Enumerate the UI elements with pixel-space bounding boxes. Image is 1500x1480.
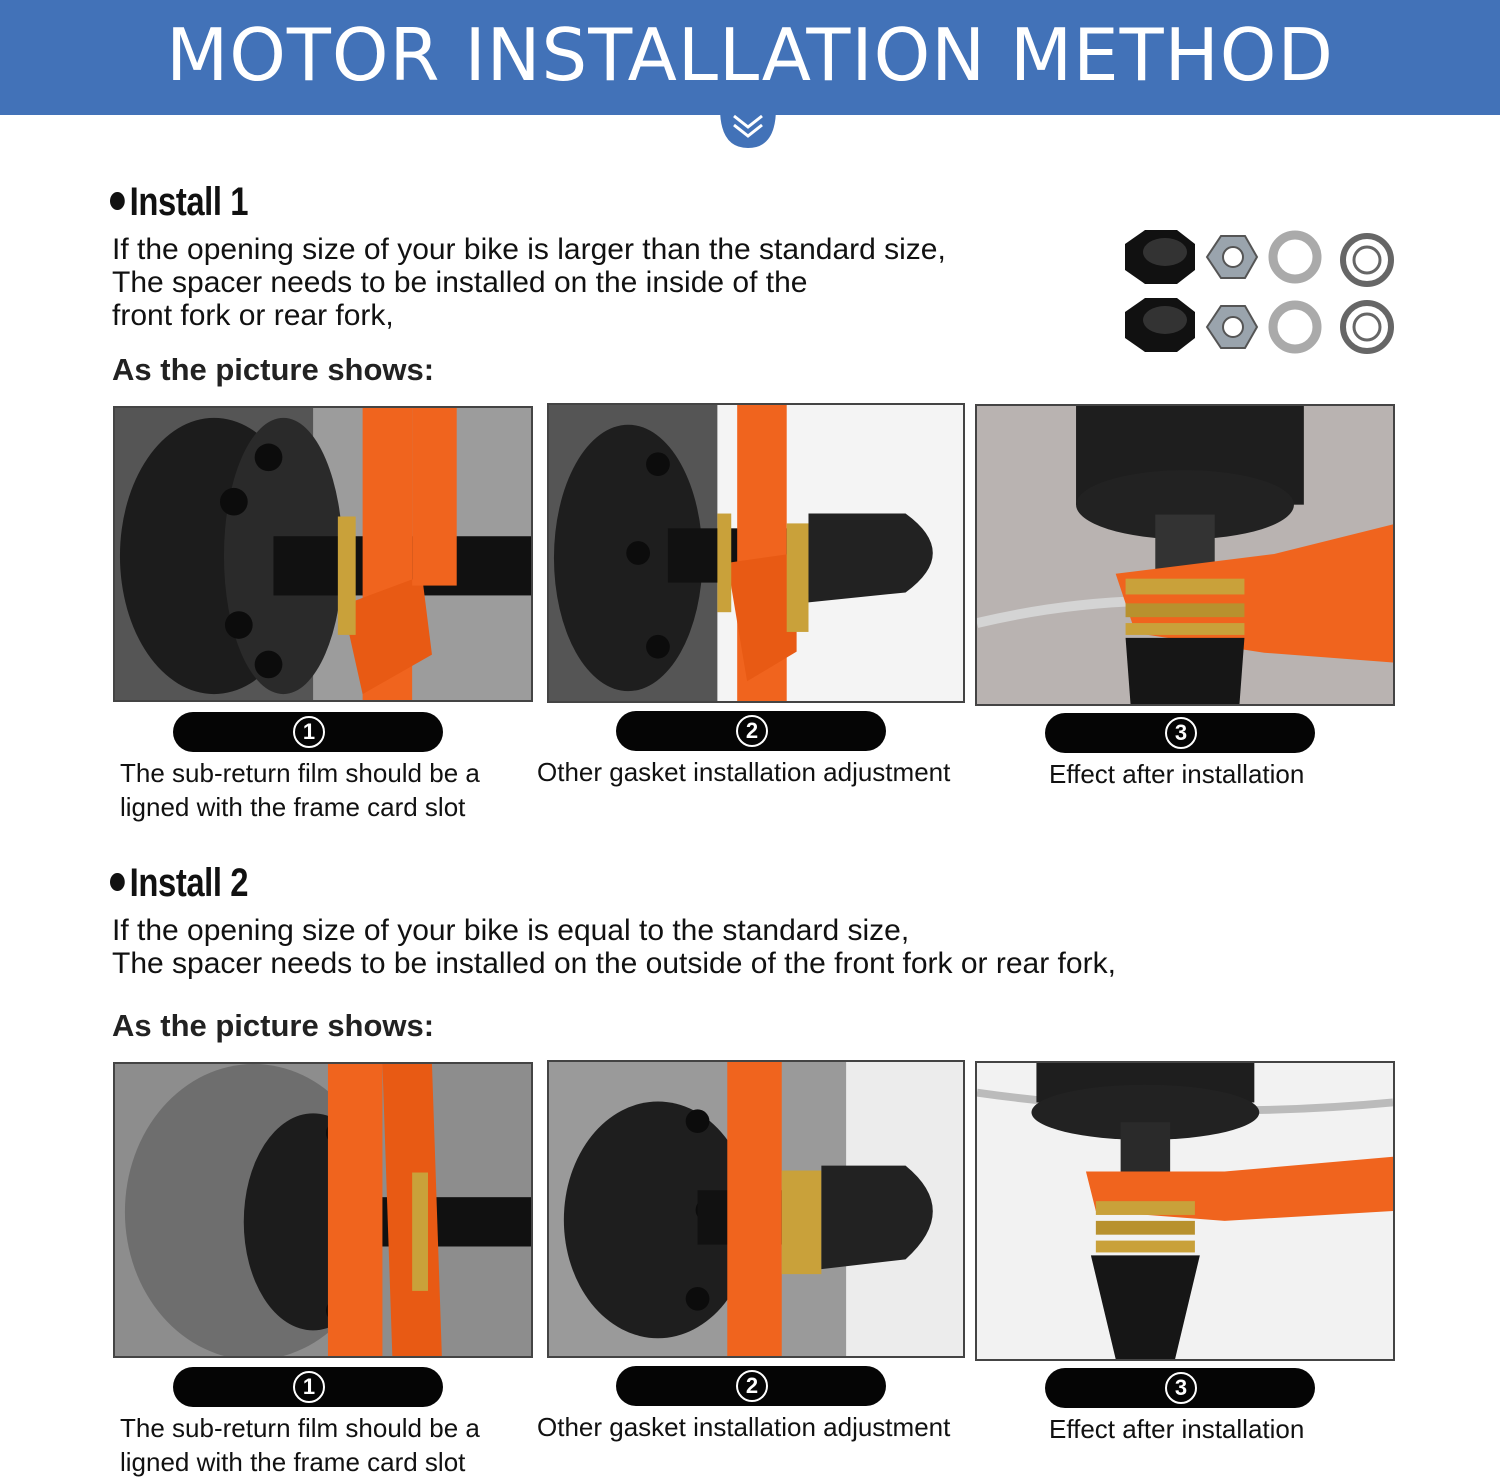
- install2-step3-badge: [1045, 1368, 1315, 1408]
- install1-step1-caption: The sub-return film should be a ligned with the frame card slot: [120, 758, 480, 822]
- install2-shows-label: As the picture shows:: [112, 1008, 435, 1043]
- step-number: 1: [293, 1371, 325, 1403]
- install1-shows-label: As the picture shows:: [112, 352, 435, 387]
- install1-step2-caption: Other gasket installation adjustment: [537, 757, 951, 787]
- page-title: MOTOR INSTALLATION METHOD: [166, 13, 1334, 97]
- step-number: 1: [293, 716, 325, 748]
- install1-heading: Install 1: [110, 180, 248, 225]
- install2-description: If the opening size of your bike is equal to the standard size, The spacer needs to be installed on the outside of the front fork or rear fork,: [112, 914, 1116, 980]
- install1-step3-photo: [975, 404, 1395, 706]
- lock-washer-icon: [1343, 236, 1391, 351]
- bullet-icon: [110, 192, 125, 210]
- install2-step3-caption: Effect after installation: [1049, 1414, 1305, 1444]
- install1-description: If the opening size of your bike is larger than the standard size, The spacer needs to be installed on the inside of the front fork or rear fork,: [112, 233, 946, 332]
- bullet-icon: [110, 873, 125, 891]
- install2-step1-photo: [113, 1062, 533, 1358]
- hex-nut-icon: [1207, 236, 1257, 348]
- step-number: 3: [1165, 717, 1197, 749]
- chevron-down-icon: [720, 108, 776, 148]
- install2-heading: Install 2: [110, 861, 248, 906]
- install1-step1-badge: [173, 712, 443, 752]
- install1-step2-photo: [547, 403, 965, 703]
- install2-step2-photo: [547, 1060, 965, 1358]
- install2-step2-badge: [616, 1366, 886, 1406]
- title-banner: [0, 0, 1500, 115]
- hardware-parts-image: [1115, 222, 1405, 362]
- install2-step1-caption: The sub-return film should be a ligned with the frame card slot: [120, 1413, 480, 1477]
- install2-step3-photo: [975, 1061, 1395, 1361]
- install1-step2-badge: [616, 711, 886, 751]
- step-number: 2: [736, 1370, 768, 1402]
- install2-step2-caption: Other gasket installation adjustment: [537, 1412, 951, 1442]
- step-number: 2: [736, 715, 768, 747]
- install1-step3-caption: Effect after installation: [1049, 759, 1305, 789]
- install1-step3-badge: [1045, 713, 1315, 753]
- install2-step1-badge: [173, 1367, 443, 1407]
- step-number: 3: [1165, 1372, 1197, 1404]
- nut-cap-icon: [1125, 230, 1195, 352]
- flat-washer-icon: [1273, 235, 1317, 349]
- install1-step1-photo: [113, 406, 533, 702]
